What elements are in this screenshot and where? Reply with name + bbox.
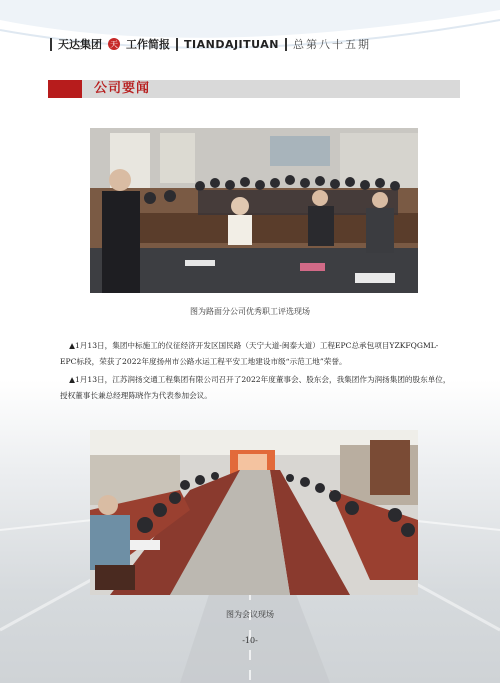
- issue-number: 总第八十五期: [292, 38, 371, 51]
- page-number: -10-: [242, 636, 258, 645]
- newsletter-header: [50, 36, 371, 52]
- news-item-2: [60, 372, 452, 404]
- section-accent-block: [48, 80, 82, 98]
- evaluation-meeting-photo: [90, 128, 418, 293]
- header-decoration: [0, 0, 500, 70]
- section-title: 公司要闻: [94, 81, 151, 96]
- news-item-1-text: ▲1月13日，集团中标施工的仪征经济开发区国民路（天宁大道-闽泰大道）工程EPC总承包项目YZKFQGML-EPC标段，荣获了2022年度扬州市公路水运工程平安工地建设市级“示范工地”荣誉。: [60, 341, 439, 366]
- header-divider: [285, 38, 287, 51]
- news-item-1: [60, 338, 452, 370]
- board-meeting-photo: [90, 430, 418, 595]
- news-item-2-text: ▲1月13日，江苏润扬交通工程集团有限公司召开了2022年度董事会、股东会，我集团作为润扬集团的股东单位，授权董事长兼总经理陈晓作为代表参加会议。: [60, 375, 451, 400]
- company-latin-name: TIANDAJITUAN: [184, 37, 279, 51]
- photo2-caption: 图为会议现场: [226, 610, 274, 619]
- header-divider: [50, 38, 52, 51]
- photo1-caption: 图为路面分公司优秀职工评选现场: [190, 307, 310, 316]
- company-name: 天达集团: [58, 38, 102, 51]
- header-divider: [176, 38, 178, 51]
- newsletter-title: 工作简报: [126, 38, 170, 51]
- section-heading-bar: [48, 80, 460, 98]
- company-logo-icon: 天: [110, 39, 118, 49]
